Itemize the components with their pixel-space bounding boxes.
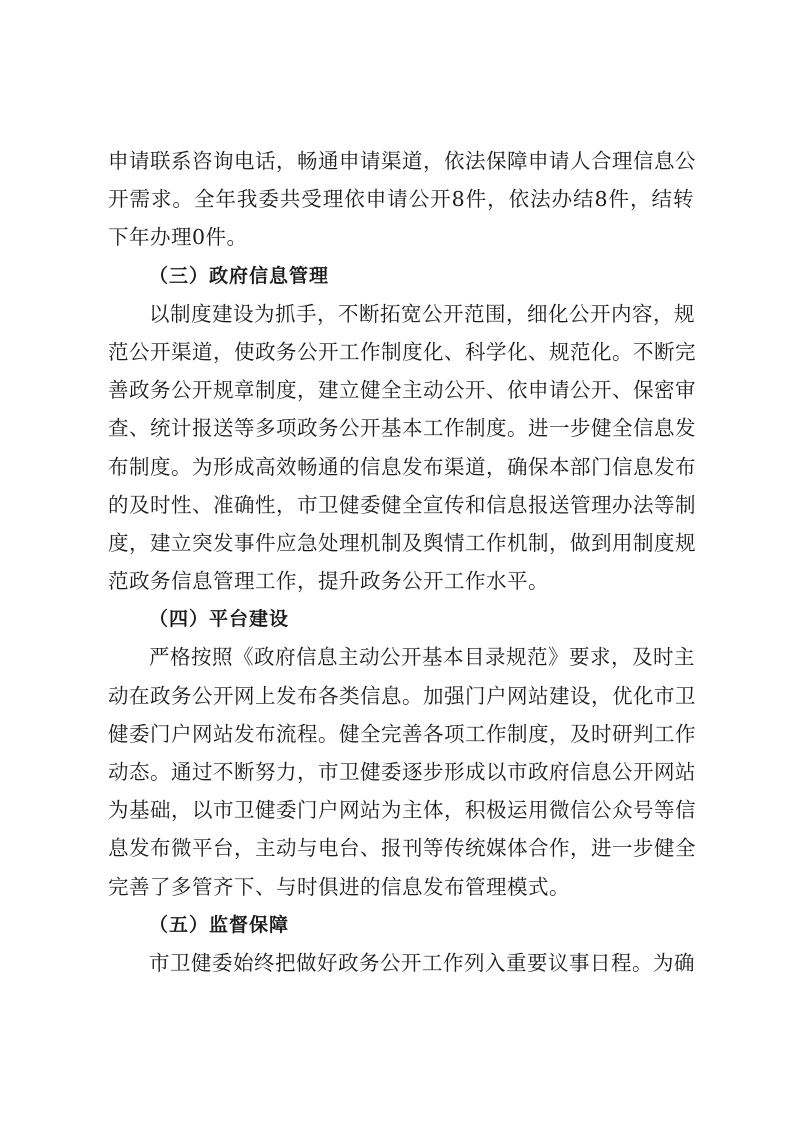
paragraph-line: 健委门户网站发布流程。健全完善各项工作制度，及时研判工作 [108, 721, 696, 746]
document-page [108, 142, 694, 982]
paragraph-line: 市卫健委始终把做好政务公开工作列入重要议事日程。为确 [149, 950, 695, 975]
paragraph-line: 息发布微平台，主动与电台、报刊等传统媒体合作，进一步健全 [108, 836, 696, 861]
paragraph-line: 动在政务公开网上发布各类信息。加强门户网站建设，优化市卫 [108, 683, 696, 708]
paragraph-line: 度，建立突发事件应急处理机制及舆情工作机制，做到用制度规 [108, 530, 696, 555]
section-heading: （三）政府信息管理 [149, 264, 330, 287]
paragraph-line: 严格按照《政府信息主动公开基本目录规范》要求，及时主 [149, 645, 695, 670]
paragraph-line: 布制度。为形成高效畅通的信息发布渠道，确保本部门信息发布 [108, 454, 696, 479]
paragraph-line: 以制度建设为抓手，不断拓宽公开范围，细化公开内容，规 [149, 301, 695, 326]
paragraph-line: 范政务信息管理工作，提升政务公开工作水平。 [108, 569, 549, 594]
paragraph-line: 的及时性、准确性，市卫健委健全宣传和信息报送管理办法等制 [108, 492, 696, 517]
paragraph-line: 查、统计报送等多项政务公开基本工作制度。进一步健全信息发 [108, 416, 696, 441]
paragraph-line: 范公开渠道，使政务公开工作制度化、科学化、规范化。不断完 [108, 339, 696, 364]
section-heading: （五）监督保障 [149, 913, 290, 936]
paragraph-line: 为基础，以市卫健委门户网站为主体，积极运用微信公众号等信 [108, 798, 696, 823]
paragraph-line: 下年办理0件。 [108, 225, 248, 250]
paragraph-line: 开需求。全年我委共受理依申请公开8件，依法办结8件，结转 [108, 187, 694, 212]
paragraph-line: 动态。通过不断努力，市卫健委逐步形成以市政府信息公开网站 [108, 760, 696, 784]
paragraph-line: 完善了多管齐下、与时俱进的信息发布管理模式。 [108, 874, 570, 899]
paragraph-line: 善政务公开规章制度，建立健全主动公开、依申请公开、保密审 [108, 378, 696, 403]
section-heading: （四）平台建设 [149, 608, 290, 631]
paragraph-line: 申请联系咨询电话，畅通申请渠道，依法保障申请人合理信息公 [108, 149, 696, 173]
